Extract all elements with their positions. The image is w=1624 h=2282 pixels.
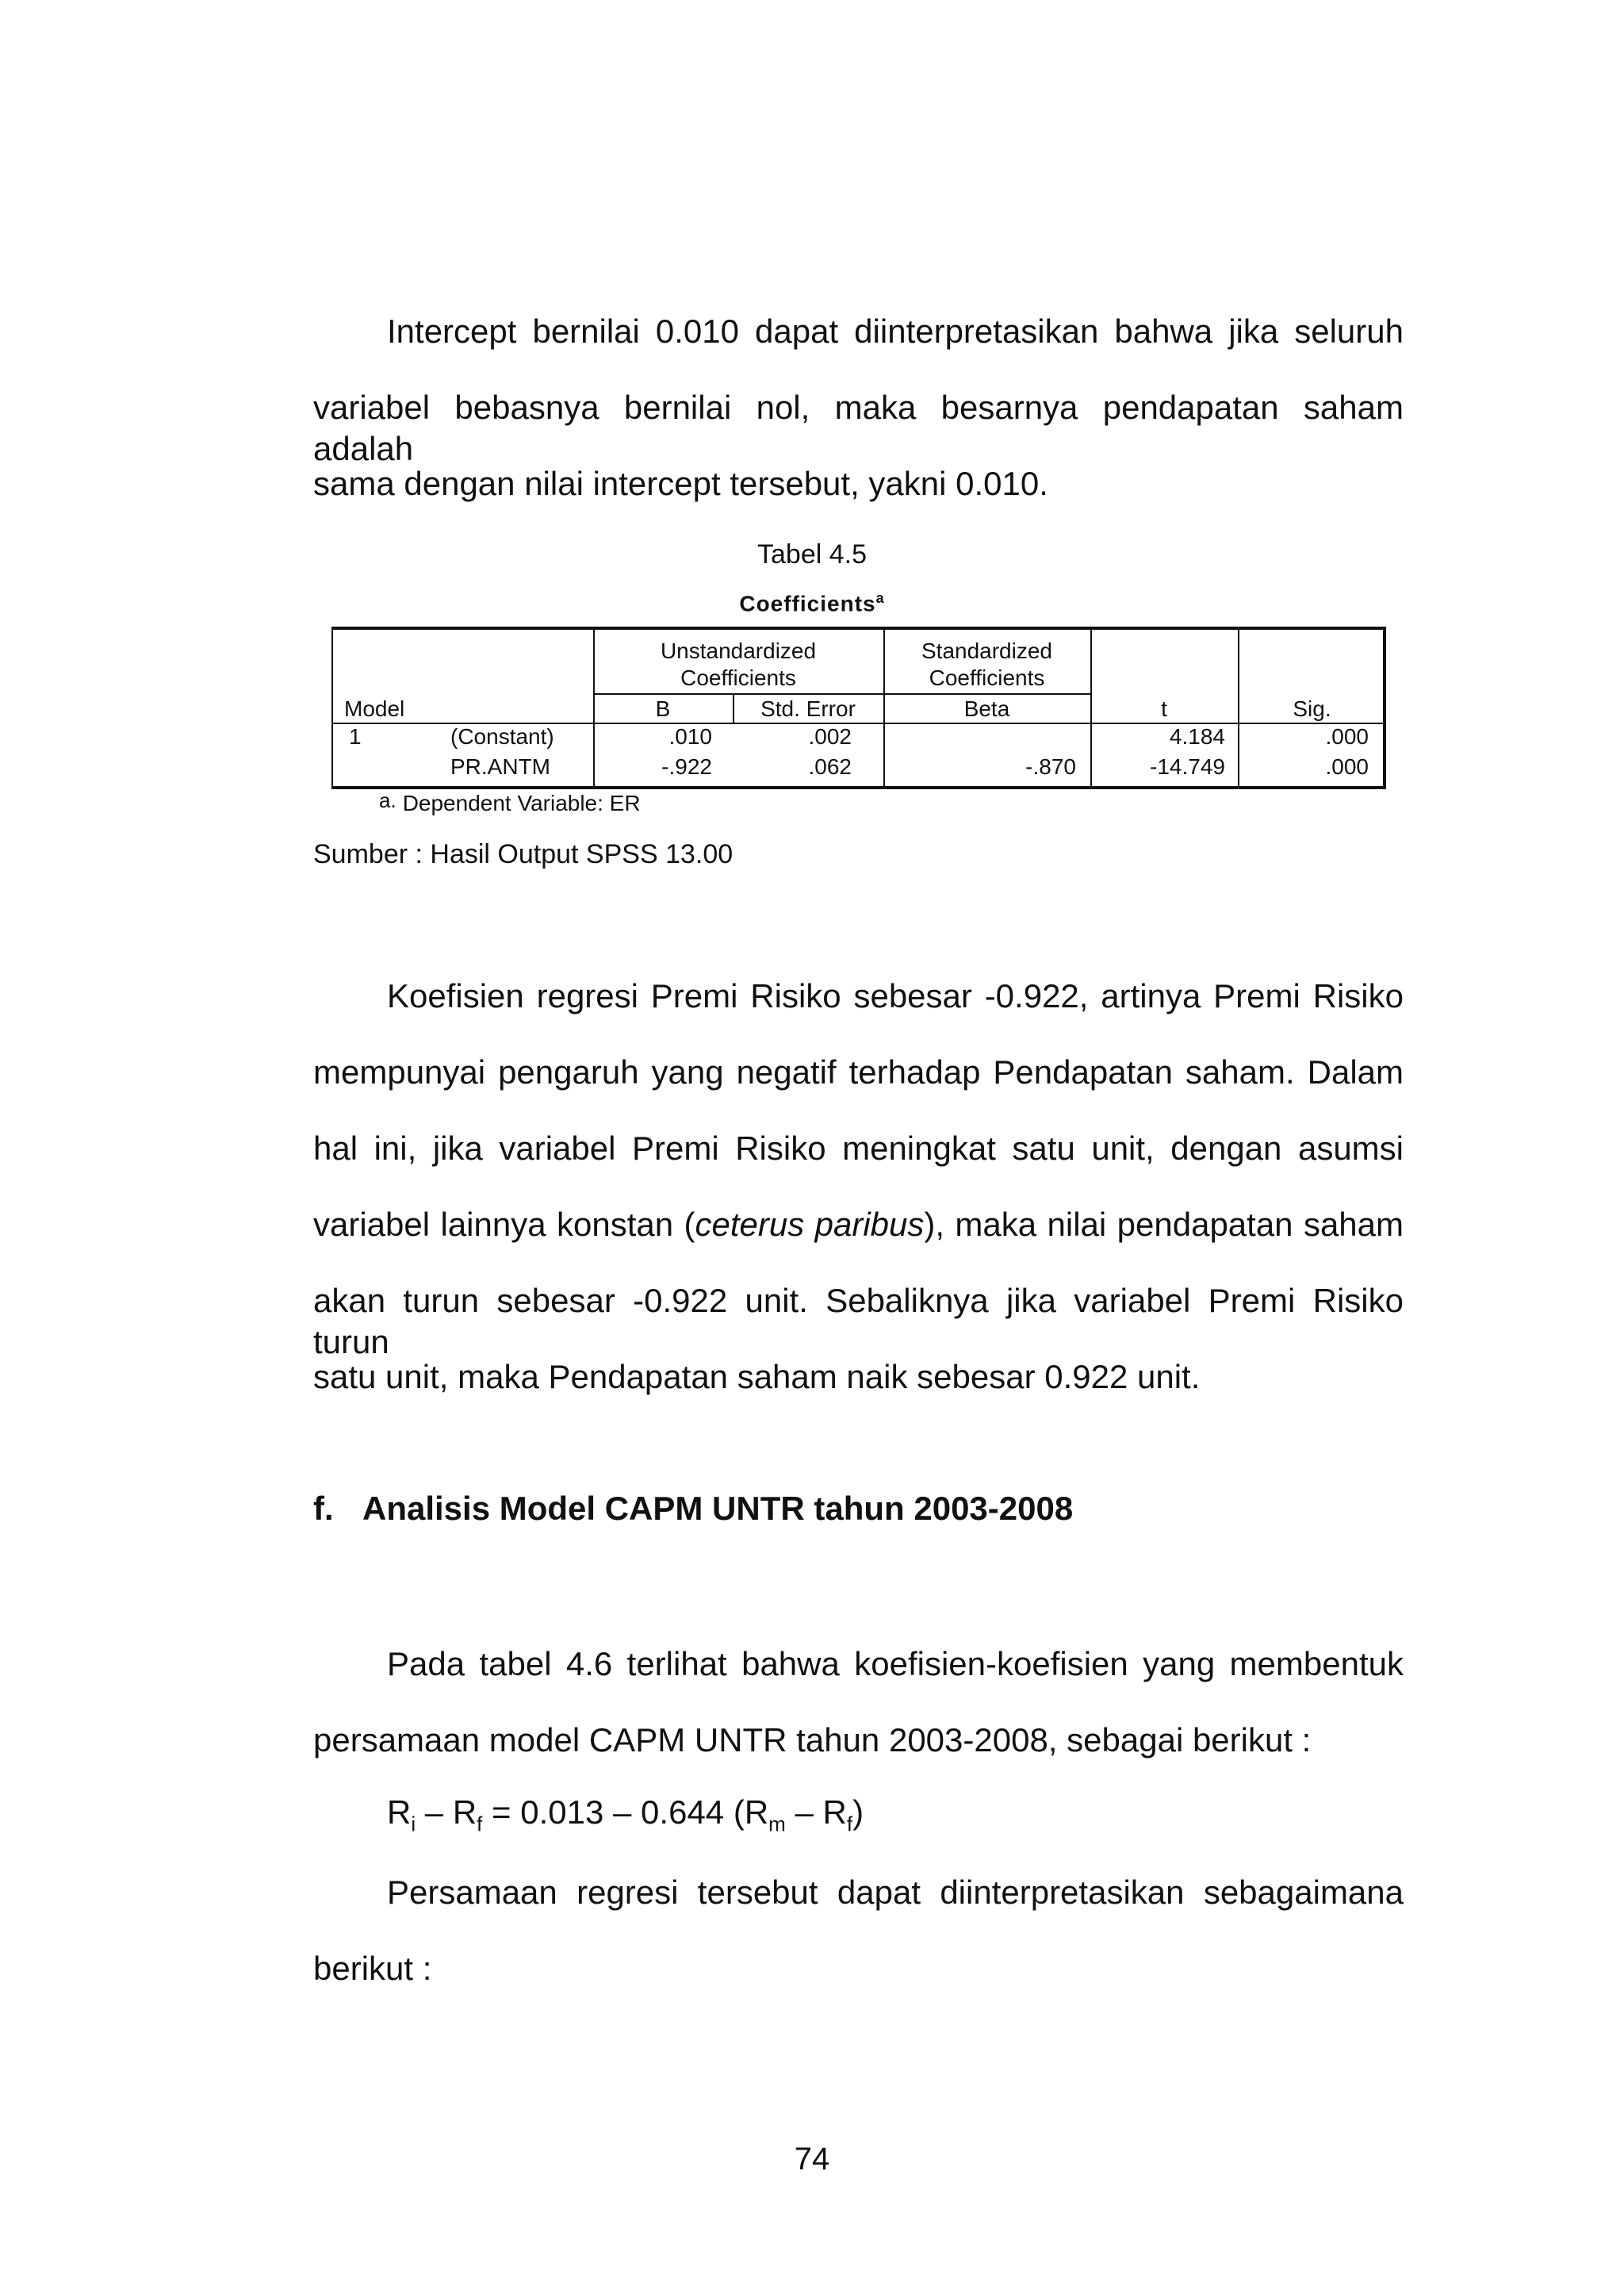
formula-part: R: [387, 1793, 412, 1831]
paragraph-line: Koefisien regresi Premi Risiko sebesar -0.922, artinya Premi Risiko: [387, 977, 1404, 1014]
section-heading: [313, 1490, 1073, 1528]
row2-b: -.922: [661, 754, 712, 779]
header-standardized: Standardized: [921, 639, 1052, 663]
paragraph-line: berikut :: [313, 1950, 432, 1987]
paragraph-line: mempunyai pengaruh yang negatif terhadap Pendapatan saham. Dalam: [313, 1053, 1404, 1091]
capm-equation: [387, 1793, 864, 1836]
row2-t: -14.749: [1150, 754, 1225, 779]
paragraph-line: [313, 1204, 1404, 1245]
coefficients-table: [331, 627, 1386, 789]
header-unstandardized: Unstandardized: [660, 639, 817, 663]
section-letter: f.: [313, 1490, 334, 1527]
paragraph-line: Pada tabel 4.6 terlihat bahwa koefisien-koefisien yang membentuk: [387, 1645, 1404, 1682]
paragraph-line: variabel bebasnya bernilai nol, maka besarnya pendapatan saham adalah: [313, 389, 1404, 467]
page-number: 74: [794, 2142, 830, 2177]
paragraph-line: persamaan model CAPM UNTR tahun 2003-2008, sebagai berikut :: [313, 1721, 1312, 1758]
column-header-std-error: Std. Error: [760, 696, 856, 721]
header-standardized: Coefficients: [929, 665, 1045, 690]
footnote-text: Dependent Variable: ER: [402, 791, 641, 815]
paragraph-line: satu unit, maka Pendapatan saham naik sebesar 0.922 unit.: [313, 1358, 1201, 1395]
paragraph-line: hal ini, jika variabel Premi Risiko meningkat satu unit, dengan asumsi: [313, 1129, 1404, 1167]
column-header-beta: Beta: [963, 696, 1010, 721]
row1-sig: .000: [1325, 724, 1369, 749]
column-header-t: t: [1161, 696, 1167, 721]
row1-std-error: .002: [808, 724, 852, 749]
formula-subscript: i: [411, 1812, 416, 1836]
row2-sig: .000: [1325, 754, 1369, 779]
row1-t: 4.184: [1169, 724, 1225, 749]
paragraph-line: sama dengan nilai intercept tersebut, yakni 0.010.: [313, 465, 1048, 502]
paragraph-line: Intercept bernilai 0.010 dapat diinterpretasikan bahwa jika seluruh: [387, 313, 1404, 350]
row2-beta: -.870: [1025, 754, 1076, 779]
table-source: Sumber : Hasil Output SPSS 13.00: [313, 839, 733, 869]
formula-subscript: f: [846, 1812, 853, 1836]
paragraph-line: Persamaan regresi tersebut dapat diinterpretasikan sebagaimana: [387, 1874, 1404, 1911]
row2-predictor: PR.ANTM: [450, 754, 550, 779]
column-header-b: B: [655, 696, 671, 721]
spss-table-title: [0, 590, 1624, 616]
section-title: Analisis Model CAPM UNTR tahun 2003-2008: [362, 1490, 1074, 1527]
paragraph-text: ), maka nilai pendapatan saham: [924, 1206, 1404, 1243]
spss-table-title-sup: a: [875, 590, 885, 606]
table-divider: [593, 693, 1090, 695]
row1-predictor: (Constant): [450, 724, 554, 749]
column-header-sig: Sig.: [1293, 696, 1331, 721]
row1-model-number: 1: [349, 724, 362, 749]
formula-part: – R: [785, 1793, 847, 1831]
table-caption: Tabel 4.5: [757, 539, 867, 570]
footnote-mark: a.: [379, 788, 396, 812]
row1-b: .010: [668, 724, 712, 749]
table-footnote: [379, 788, 641, 816]
formula-part: – R: [416, 1793, 477, 1831]
spss-table-title-text: Coefficients: [739, 591, 876, 616]
formula-subscript: f: [477, 1812, 483, 1836]
header-unstandardized: Coefficients: [680, 665, 796, 690]
italic-term: ceterus paribus: [695, 1206, 925, 1243]
formula-subscript: m: [768, 1812, 786, 1836]
formula-part: ): [852, 1793, 864, 1831]
formula-part: = 0.013 – 0.644 (R: [482, 1793, 769, 1831]
paragraph-line: akan turun sebesar -0.922 unit. Sebaliknya jika variabel Premi Risiko turun: [313, 1282, 1404, 1360]
column-header-model: Model: [344, 696, 405, 721]
paragraph-text: variabel lainnya konstan (: [313, 1206, 695, 1243]
row2-std-error: .062: [808, 754, 852, 779]
